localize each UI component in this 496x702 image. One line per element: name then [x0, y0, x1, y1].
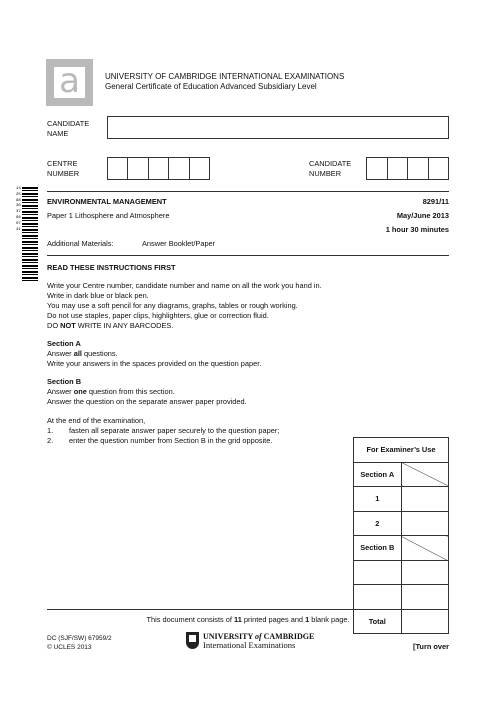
cambridge-crest-icon: [186, 632, 199, 649]
examiner-mark-cell[interactable]: [401, 585, 449, 610]
examiner-use-table: [353, 437, 449, 634]
candidate-number-label-2: NUMBER: [309, 169, 342, 178]
divider-middle: [47, 255, 449, 256]
section-b-line: Answer the question on the separate answer paper provided.: [47, 397, 247, 406]
section-a-line: Write your answers in the spaces provided on the question paper.: [47, 359, 262, 368]
text-fragment: CAMBRIDGE: [261, 632, 315, 641]
exam-session: May/June 2013: [396, 211, 449, 220]
centre-number-label-2: NUMBER: [47, 169, 80, 178]
text-fragment: blank page.: [309, 615, 350, 624]
text-fragment: printed pages and: [241, 615, 306, 624]
divider-top: [47, 191, 449, 192]
certificate-title: General Certificate of Education Advanced Subsidiary Level: [105, 82, 317, 91]
instruction-line: Write in dark blue or black pen.: [47, 291, 149, 300]
instruction-line: Do not use staples, paper clips, highlighters, glue or correction fluid.: [47, 311, 269, 320]
end-item-text: enter the question number from Section B in the grid opposite.: [69, 436, 273, 445]
emphasis-not: NOT: [60, 321, 76, 330]
centre-number-cell[interactable]: [128, 158, 148, 179]
centre-number-field[interactable]: [107, 157, 210, 180]
copyright-notice: © UCLES 2013: [47, 644, 92, 651]
text-fragment: questions.: [81, 349, 118, 358]
document-reference: DC (SJF/SW) 67959/2: [47, 635, 112, 642]
examiner-mark-cell[interactable]: [401, 511, 449, 536]
section-b-question-number-cell[interactable]: [354, 585, 402, 610]
text-fragment: question from this section.: [86, 387, 175, 396]
candidate-number-cell[interactable]: [429, 158, 449, 179]
section-b-heading: Section B: [47, 377, 82, 386]
section-b-question-number-cell[interactable]: [354, 560, 402, 585]
university-title: UNIVERSITY OF CAMBRIDGE INTERNATIONAL EXAMINATIONS: [105, 72, 345, 81]
text-fragment: WRITE IN ANY BARCODES.: [75, 321, 174, 330]
candidate-name-label-2: NAME: [47, 129, 69, 138]
examiner-mark-cell[interactable]: [401, 487, 449, 512]
emphasis-one: one: [73, 387, 87, 396]
candidate-name-field[interactable]: [107, 116, 449, 139]
examiner-row-label: 1: [354, 487, 402, 512]
instruction-line: You may use a soft pencil for any diagrams, graphs, tables or rough working.: [47, 301, 298, 310]
text-fragment: DO: [47, 321, 61, 330]
section-b-line: [47, 387, 175, 397]
candidate-number-cell[interactable]: [408, 158, 429, 179]
end-item-number: 1.: [47, 426, 54, 435]
paper-title: Paper 1 Lithosphere and Atmosphere: [47, 211, 170, 220]
page-count-statement: [0, 615, 496, 625]
subject-title: ENVIRONMENTAL MANAGEMENT: [47, 197, 167, 206]
candidate-name-label-1: CANDIDATE: [47, 119, 90, 128]
section-a-line: [47, 349, 118, 359]
examiner-mark-cell: [401, 536, 449, 561]
board-logo: [46, 59, 93, 106]
centre-number-cell[interactable]: [108, 158, 128, 179]
turn-over: [Turn over: [413, 642, 449, 651]
text-fragment: Answer: [47, 387, 74, 396]
cambridge-wordmark-line2: International Examinations: [203, 640, 296, 650]
examiner-row-label: Total: [354, 609, 402, 634]
centre-number-label-1: CENTRE: [47, 159, 78, 168]
section-a-heading: Section A: [47, 339, 81, 348]
examiner-row-label: Section B: [354, 536, 402, 561]
end-of-exam-line: At the end of the examination,: [47, 416, 146, 425]
candidate-number-cell[interactable]: [388, 158, 409, 179]
candidate-number-field[interactable]: [366, 157, 449, 180]
text-fragment: This document consists of: [146, 615, 234, 624]
examiner-mark-cell[interactable]: [401, 560, 449, 585]
syllabus-code: 8291/11: [422, 197, 449, 206]
text-fragment: Answer: [47, 349, 74, 358]
candidate-number-label-1: CANDIDATE: [309, 159, 352, 168]
examiner-row-label: 2: [354, 511, 402, 536]
barcode-digits: 1425883037960741: [16, 187, 22, 281]
end-item-number: 2.: [47, 436, 54, 445]
logo-letter: a: [54, 67, 85, 98]
blank-page-count: 1: [305, 615, 310, 624]
instructions-heading: READ THESE INSTRUCTIONS FIRST: [47, 263, 176, 272]
end-item-text: fasten all separate answer paper securely to the question paper;: [69, 426, 280, 435]
candidate-number-cell[interactable]: [367, 158, 388, 179]
examiner-mark-cell: [401, 462, 449, 487]
examiner-table-title: For Examiner’s Use: [354, 438, 449, 463]
centre-number-cell[interactable]: [190, 158, 209, 179]
centre-number-cell[interactable]: [149, 158, 169, 179]
examiner-row-label: Section A: [354, 462, 402, 487]
materials-value: Answer Booklet/Paper: [142, 239, 216, 248]
instruction-line-barcodes: [47, 321, 173, 331]
printed-page-count: 11: [234, 615, 242, 624]
divider-bottom: [47, 609, 449, 610]
materials-label: Additional Materials:: [47, 239, 114, 248]
instruction-line: Write your Centre number, candidate number and name on all the work you hand in.: [47, 281, 322, 290]
emphasis-all: all: [73, 349, 82, 358]
text-fragment: UNIVERSITY: [203, 632, 255, 641]
exam-duration: 1 hour 30 minutes: [385, 225, 449, 234]
centre-number-cell[interactable]: [169, 158, 189, 179]
text-fragment: of: [254, 632, 262, 641]
